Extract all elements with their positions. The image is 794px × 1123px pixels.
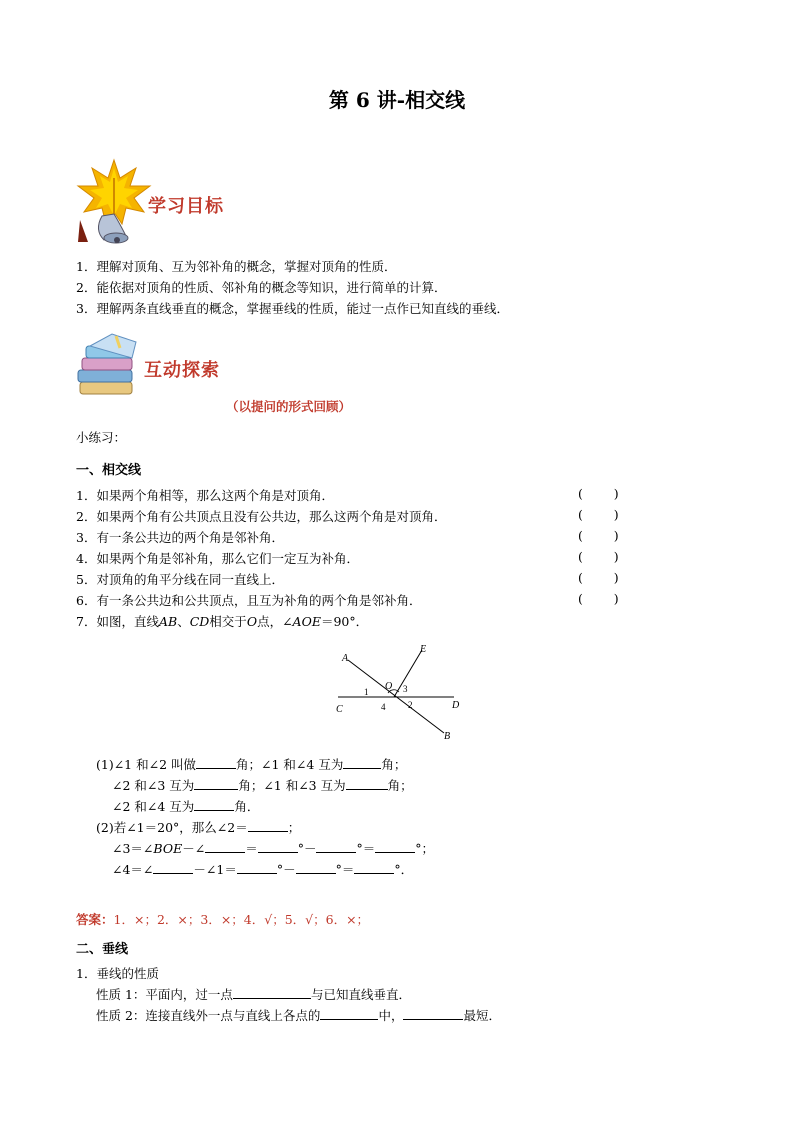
- answer-paren: ( ): [578, 486, 620, 501]
- label-o: O: [385, 681, 393, 692]
- sub-question-2-line-2: ∠3＝∠BOE－∠ ＝ °－ °＝ °；: [112, 841, 434, 856]
- intersecting-lines-figure: [332, 640, 472, 740]
- property-2: 性质 2：连接直线外一点与直线上各点的 中， 最短．: [96, 1008, 501, 1023]
- section-1-heading: 一、相交线: [76, 463, 142, 478]
- blank[interactable]: [346, 777, 388, 790]
- question-7: 7．如图，直线AB、CD相交于O点，∠AOE＝90°．: [76, 614, 369, 629]
- answer-paren: ( ): [578, 549, 620, 564]
- angle-3-label: 3: [403, 684, 408, 694]
- explore-note: （以提问的形式回顾）: [226, 399, 352, 414]
- page-title: 第 6 讲-相交线: [328, 88, 466, 112]
- blank[interactable]: [194, 777, 238, 790]
- angle-2-label: 2: [408, 700, 413, 710]
- blank[interactable]: [320, 1007, 378, 1020]
- sub-question-1-line-2: ∠2 和∠3 互为 角；∠1 和∠3 互为 角；: [112, 778, 413, 793]
- answer-paren: ( ): [578, 507, 620, 522]
- explore-header: [76, 332, 276, 402]
- objective-3: 3．理解两条直线垂直的概念，掌握垂线的性质，能过一点作已知直线的垂线．: [76, 301, 509, 316]
- label-b: B: [444, 731, 451, 740]
- objectives-heading: 学习目标: [148, 196, 224, 217]
- blank[interactable]: [233, 986, 311, 999]
- blank[interactable]: [196, 756, 236, 769]
- ray-oe: [394, 650, 422, 697]
- answer-label: 答案：: [76, 912, 114, 927]
- blank[interactable]: [343, 756, 381, 769]
- blank[interactable]: [205, 840, 245, 853]
- blank[interactable]: [258, 840, 298, 853]
- objectives-header: [74, 158, 274, 244]
- label-d: D: [452, 700, 460, 711]
- property-1: 性质 1：平面内，过一点 与已知直线垂直．: [96, 987, 411, 1002]
- sub-question-1-line-1: (1)∠1 和∠2 叫做 角；∠1 和∠4 互为 角；: [96, 757, 407, 772]
- blank[interactable]: [316, 840, 356, 853]
- tf-item-4: 4．如果两个角是邻补角，那么它们一定互为补角．: [76, 551, 359, 566]
- answer-paren: ( ): [578, 570, 620, 585]
- tf-item-3: 3．有一条公共边的两个角是邻补角．: [76, 530, 284, 545]
- label-c: C: [336, 704, 343, 715]
- tf-item-6: 6．有一条公共边和公共顶点，且互为补角的两个角是邻补角．: [76, 593, 422, 608]
- blank[interactable]: [403, 1007, 463, 1020]
- blank[interactable]: [237, 861, 277, 874]
- tf-item-2: 2．如果两个角有公共顶点且没有公共边，那么这两个角是对顶角．: [76, 509, 447, 524]
- blank[interactable]: [153, 861, 193, 874]
- blank[interactable]: [248, 819, 288, 832]
- label-a: A: [342, 653, 349, 664]
- label-e: E: [420, 644, 427, 655]
- answer-text: 1．×；2．×；3．×；4．√；5．√；6．×；: [113, 912, 370, 927]
- objective-2: 2．能依据对顶角的性质、邻补角的概念等知识，进行简单的计算．: [76, 280, 447, 295]
- maple-leaf-bell-icon: [74, 158, 154, 244]
- blank[interactable]: [296, 861, 336, 874]
- sub-question-2-line-1: (2)若∠1＝20°，那么∠2＝ ；: [96, 820, 301, 835]
- books-icon: [76, 332, 148, 400]
- section-2-heading: 二、垂线: [76, 942, 129, 957]
- answer-paren: ( ): [578, 591, 620, 606]
- sub-question-1-line-3: ∠2 和∠4 互为 角．: [112, 799, 260, 814]
- perpendicular-properties: 1．垂线的性质: [76, 966, 159, 981]
- sub-question-2-line-3: ∠4＝∠ －∠1＝ °－ °＝ °．: [112, 862, 414, 877]
- objective-1: 1．理解对顶角、互为邻补角的概念，掌握对顶角的性质．: [76, 259, 397, 274]
- blank[interactable]: [354, 861, 394, 874]
- tf-item-5: 5．对顶角的角平分线在同一直线上．: [76, 572, 284, 587]
- practice-label: 小练习：: [76, 430, 127, 445]
- answer-line: [76, 910, 369, 928]
- angle-1-label: 1: [364, 687, 369, 697]
- answer-paren: ( ): [578, 528, 620, 543]
- blank[interactable]: [194, 798, 234, 811]
- explore-heading: 互动探索: [144, 360, 220, 381]
- tf-item-1: 1．如果两个角相等，那么这两个角是对顶角．: [76, 488, 334, 503]
- angle-4-label: 4: [381, 702, 386, 712]
- blank[interactable]: [375, 840, 415, 853]
